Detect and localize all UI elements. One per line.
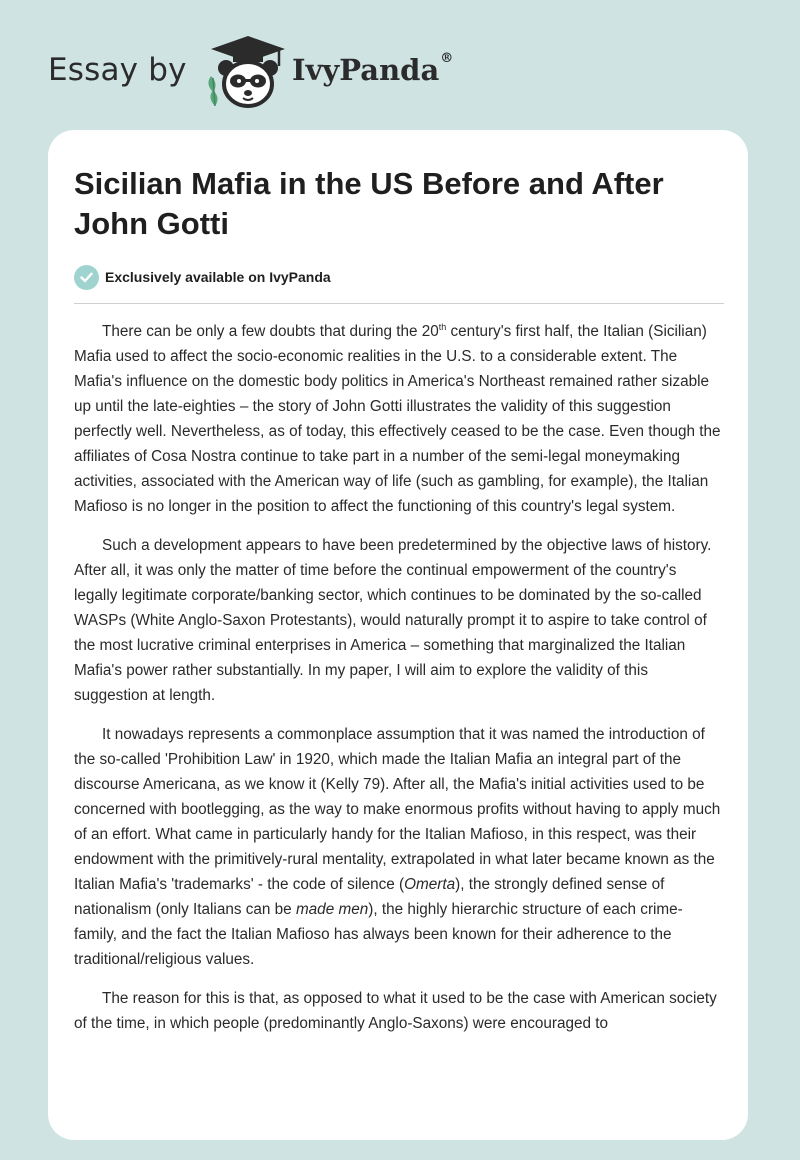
brand-header[interactable] — [48, 30, 468, 110]
essay-title: Sicilian Mafia in the US Before and After John Gotti — [74, 166, 664, 241]
brand-name: IvyPanda® — [292, 51, 454, 87]
paragraph-3: It nowadays represents a commonplace assumption that it was named the introduction of the so-called 'Prohibition Law' in 1920, which made the Italian Mafia an integral part of the discourse Americana, as we know it (Kelly 79). After all, the Mafia's initial activities used to be concerned with bootlegging, as the way to make enormous profits without having to apply much of an effort. What came in particularly handy for the Italian Mafioso, in this respect, was their endowment with the primitively-rural mentality, extrapolated in what later became known as the Italian Mafia's 'trademarks' - the code of silence (Omerta), the strongly defined sense of nationalism (only Italians can be made men), the highly hierarchic structure of each crime-family, and the fact the Italian Mafioso has always been known for their adherence to the traditional/religious values. — [74, 726, 721, 968]
divider — [74, 303, 724, 304]
essay-card — [48, 130, 748, 1140]
essay-body — [74, 319, 722, 1050]
paragraph-2: Such a development appears to have been predetermined by the objective laws of history. After all, it was only the matter of time before the continual empowerment of the country's legally legitimate corporate/banking sector, which continues to be dominated by the so-called WASPs (White Anglo-Saxon Protestants), would naturally prompt it to aspire to take control of the most lucrative criminal enterprises in America – something that marginalized the Italian Mafia's power rather substantially. In my paper, I will aim to explore the validity of this suggestion at length. — [74, 537, 712, 704]
check-icon — [74, 265, 99, 290]
paragraph-4: The reason for this is that, as opposed to what it used to be the case with American society of the time, in which people (predominantly Anglo-Saxons) were encouraged to — [74, 990, 717, 1032]
panda-logo-icon — [203, 34, 293, 110]
exclusive-label: Exclusively available on IvyPanda — [105, 269, 331, 285]
essay-by-label: Essay by — [48, 52, 187, 88]
paragraph-1: There can be only a few doubts that during the 20th century's first half, the Italian (Sicilian) Mafia used to affect the socio-economic realities in the U.S. to a considerable extent. The Mafia's influence on the domestic body politics in America's Northeast remained rather sizable up until the late-eighties – the story of John Gotti illustrates the validity of this suggestion perfectly well. Nevertheless, as of today, this effectively ceased to be the case. Even though the affiliates of Cosa Nostra continue to take part in a number of the semi-legal moneymaking activities, associated with the American way of life (such as gambling, for example), the Italian Mafioso is no longer in the position to affect the functioning of this country's legal system. — [74, 321, 721, 515]
exclusive-badge — [74, 264, 331, 290]
